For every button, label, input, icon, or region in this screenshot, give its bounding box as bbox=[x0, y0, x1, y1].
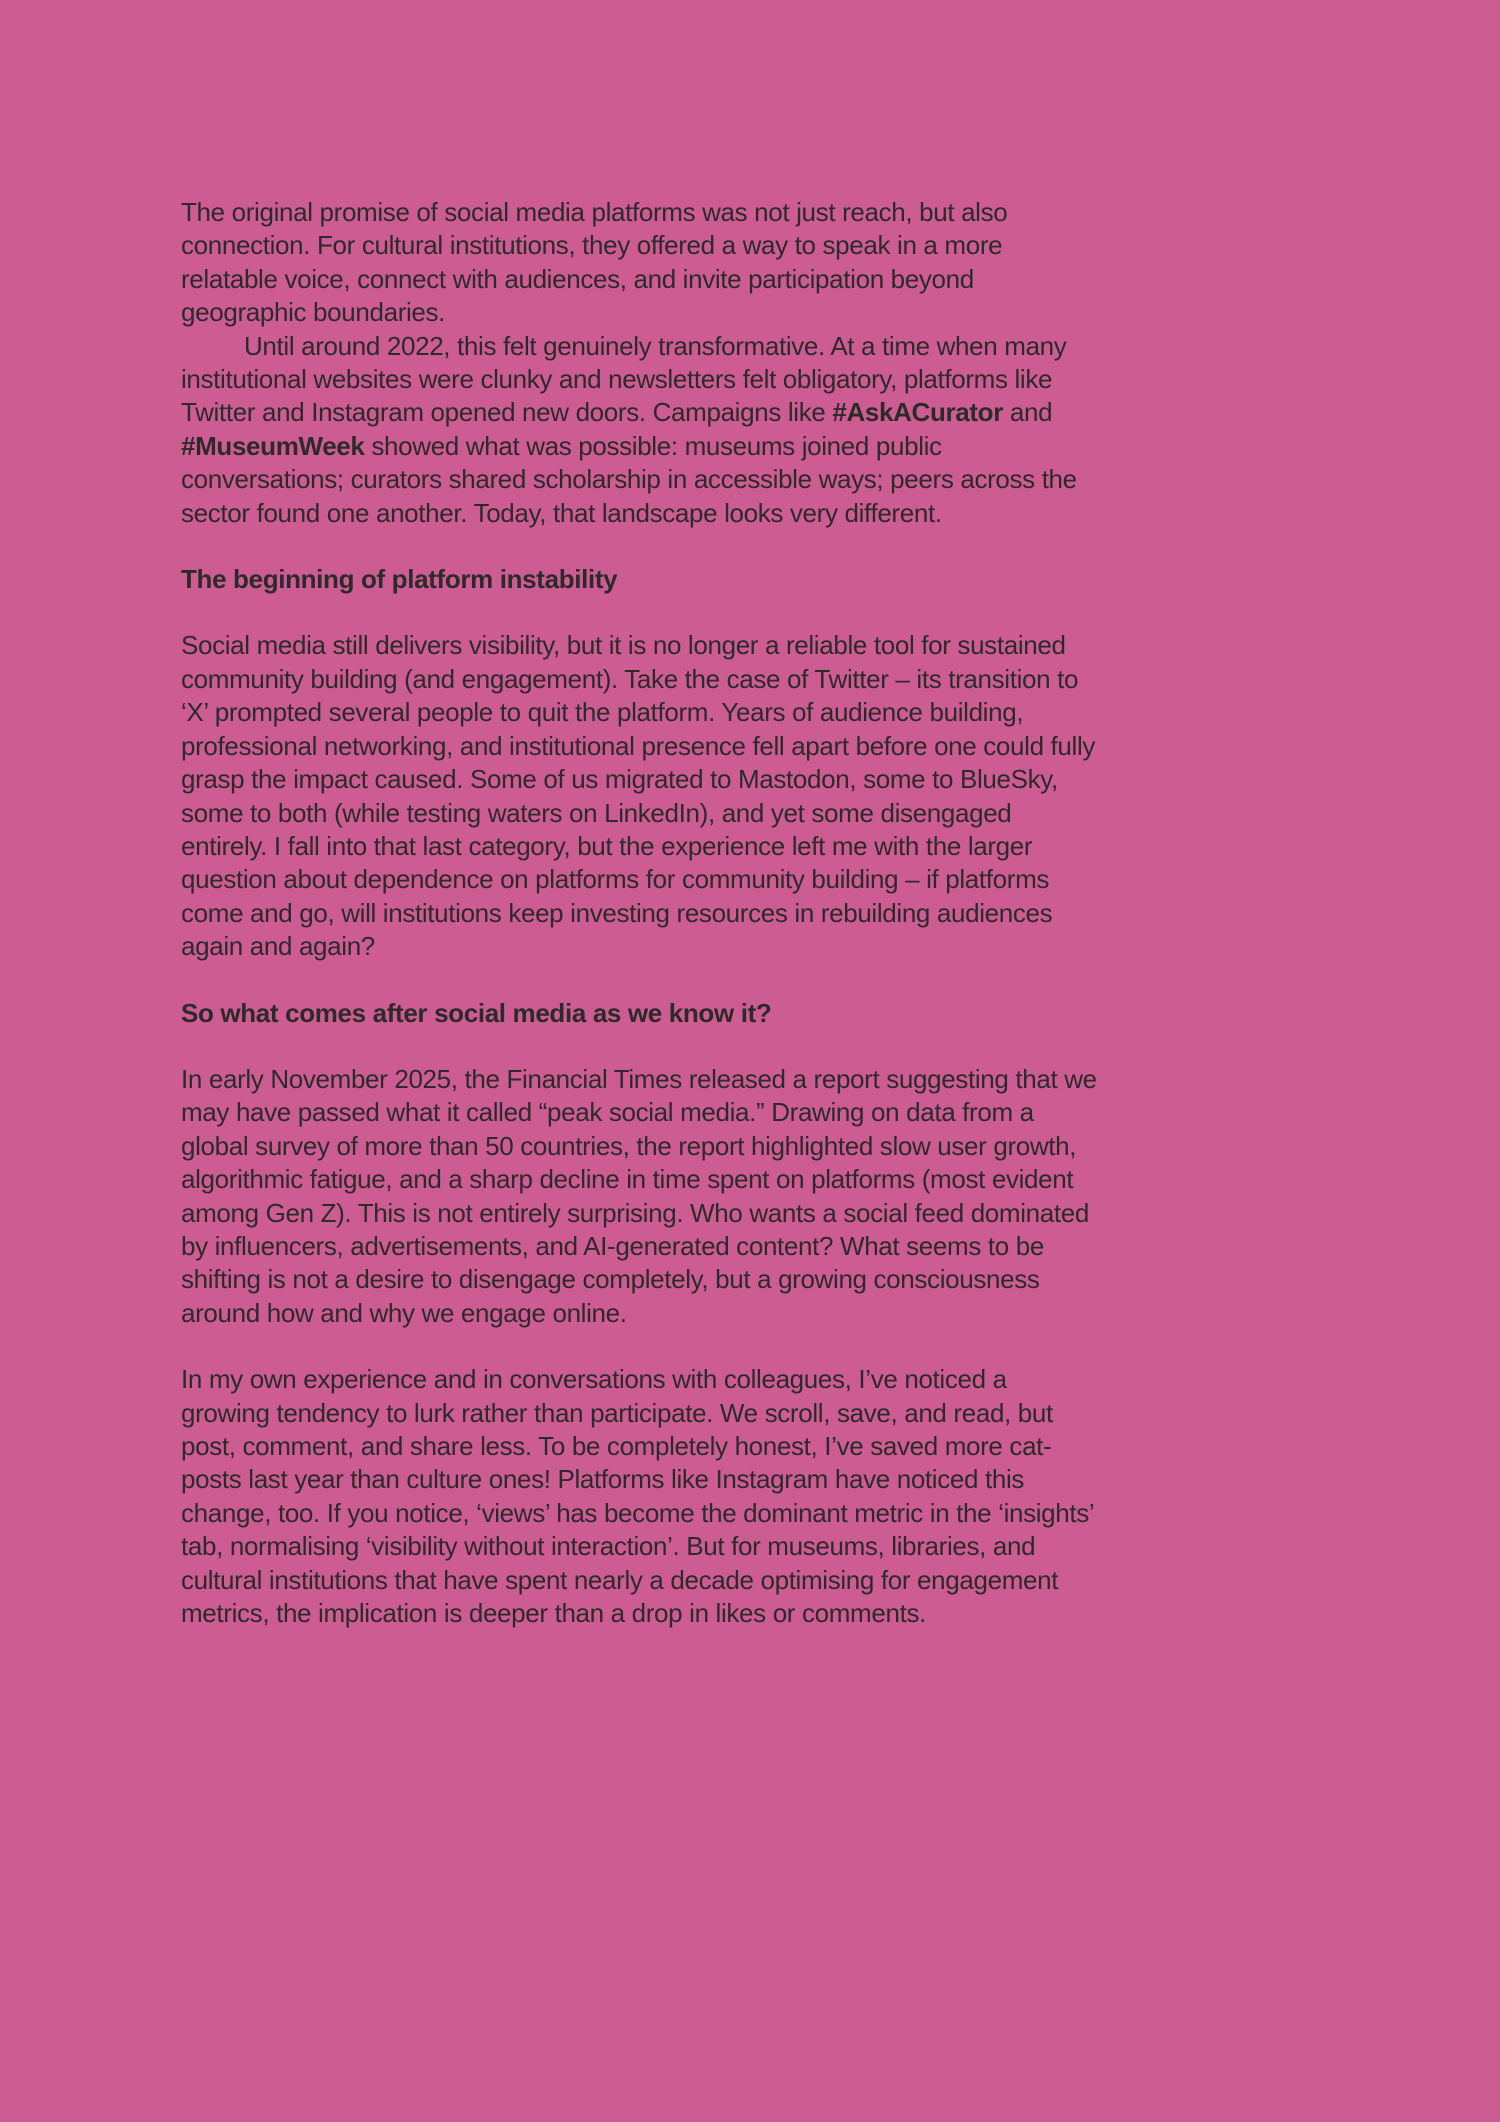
paragraph-transformative-intro: Until around 2022, this felt genuinely transformative. At a time when many institutional websites were clunky and newsletters felt obligatory, platforms like Twitter and Instagram opened new doors. Campaigns like bbox=[181, 330, 1067, 428]
paragraph-lurking: In my own experience and in conversations with colleagues, I’ve noticed a growing tendency to lurk rather than participate. We scroll, save, and read, but post, comment, and share less. To be completely honest, I’ve saved more cat-posts last year than culture ones! Platforms like Instagram have noticed this change, too. If you notice, ‘views’ has become the dominant metric in the ‘insights’ tab, normalising ‘visibility without interaction’. But for museums, libraries, and cultural institutions that have spent nearly a decade optimising for engagement metrics, the implication is deeper than a drop in likes or comments. bbox=[181, 1364, 1094, 1629]
paragraph-intro: The original promise of social media platforms was not just reach, but also connection. For cultural institutions, they offered a way to speak in a more relatable voice, connect with audiences, and invite participation beyond geographic boundaries. bbox=[181, 197, 1008, 328]
article-body bbox=[181, 196, 1101, 1630]
paragraph-transformative-rest: showed what was possible: museums joined public conversations; curators shared scholarship in accessible ways; peers across the sector found one another. Today, that landscape looks very different. bbox=[181, 430, 1077, 528]
conjunction-text: and bbox=[1002, 397, 1053, 428]
hashtag-museumweek: #MuseumWeek bbox=[181, 430, 365, 461]
hashtag-askacurator: #AskACurator bbox=[832, 397, 1003, 428]
paragraph-transformative bbox=[181, 330, 1101, 530]
paragraph-instability: Social media still delivers visibility, but it is no longer a reliable tool for sustained community building (and engagement). Take the case of Twitter – its transition to ‘X’ prompted several people to quit the platform. Years of audience building, professional networking, and institutional presence fell apart before one could fully grasp the impact caused. Some of us migrated to Mastodon, some to BlueSky, some to both (while testing waters on LinkedIn), and yet some disengaged entirely. I fall into that last category, but the experience left me with the larger question about dependence on platforms for community building – if platforms come and go, will institutions keep investing resources in rebuilding audiences again and again? bbox=[181, 630, 1096, 962]
section-heading-after-social-media: So what comes after social media as we know it? bbox=[181, 997, 772, 1028]
section-heading-instability: The beginning of platform instability bbox=[181, 564, 618, 595]
paragraph-peak-social-media: In early November 2025, the Financial Times released a report suggesting that we may have passed what it called “peak social media.” Drawing on data from a global survey of more than 50 countries, the report highlighted slow user growth, algorithmic fatigue, and a sharp decline in time spent on platforms (most evident among Gen Z). This is not entirely surprising. Who wants a social feed dominated by influencers, advertisements, and AI-generated content? What seems to be shifting is not a desire to disengage completely, but a growing consciousness around how and why we engage online. bbox=[181, 1063, 1097, 1328]
